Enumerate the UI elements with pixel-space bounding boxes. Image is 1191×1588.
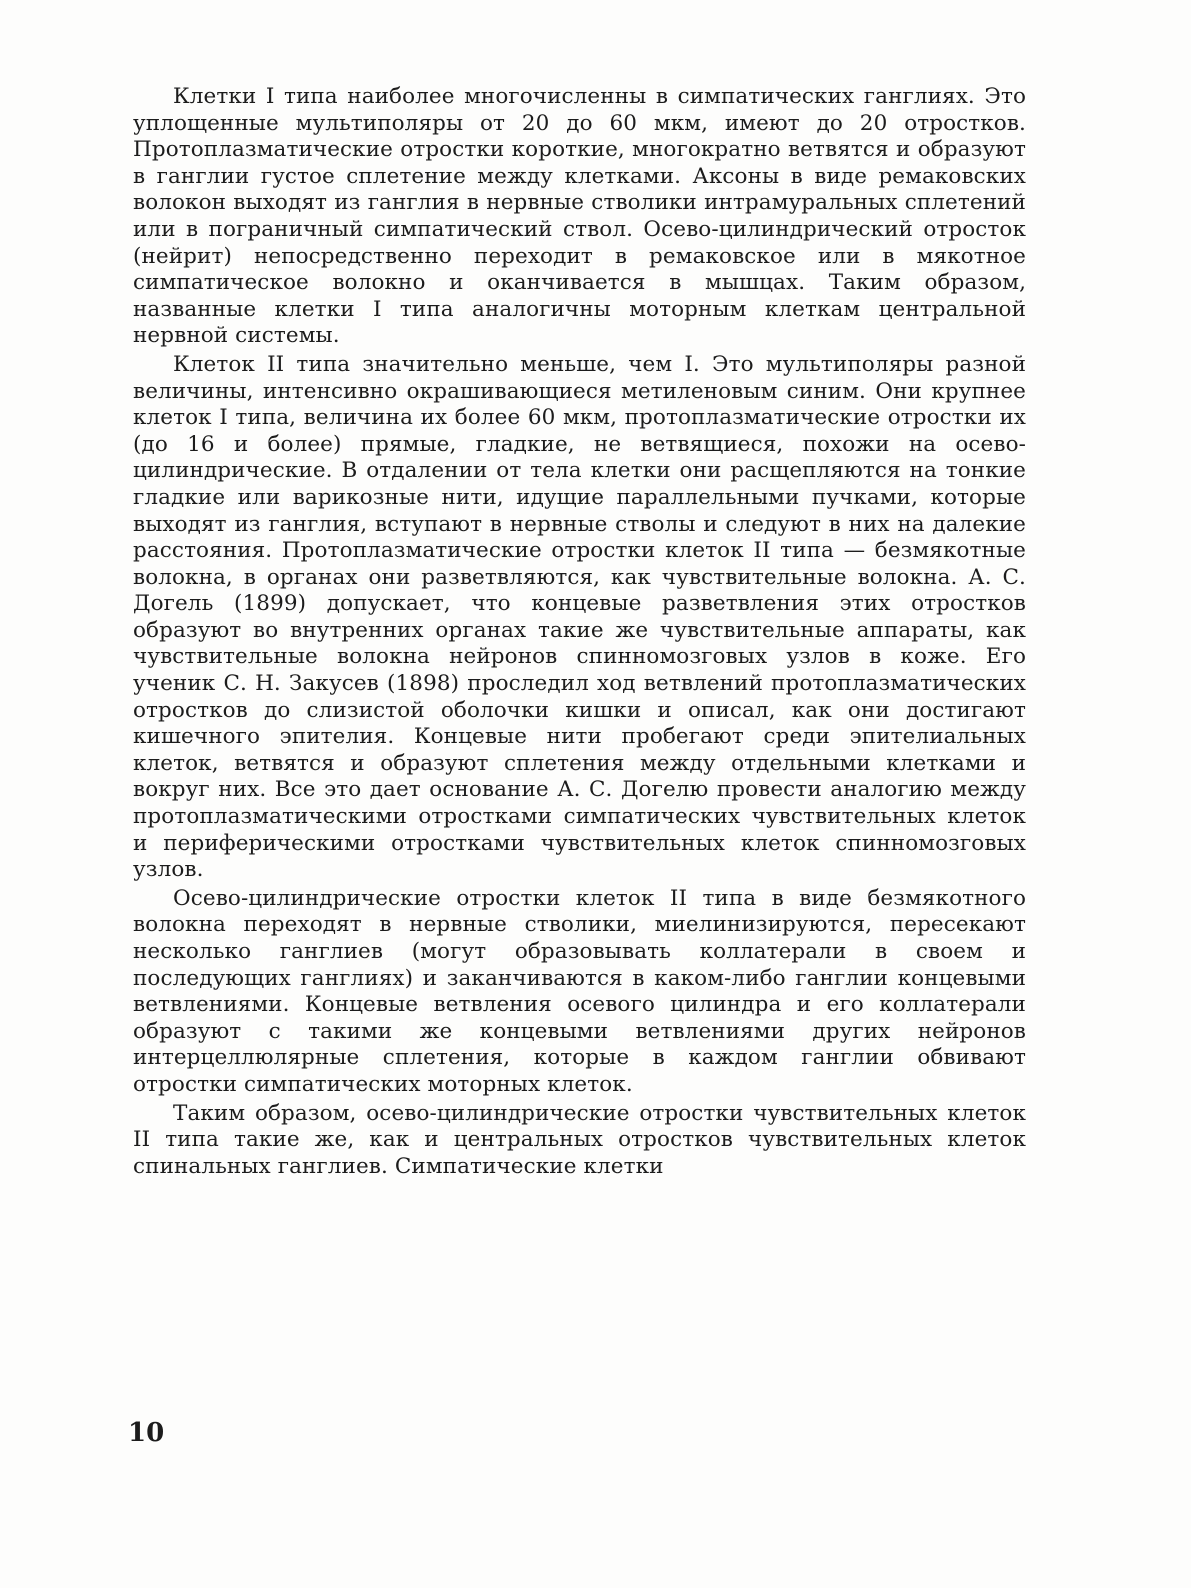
body-text (133, 84, 1026, 1180)
paragraph-1: Клетки I типа наиболее многочисленны в симпатических ганглиях. Это уплощенные мультиполяры от 20 до 60 мкм, имеют до 20 отростков. Протоплазматические отростки короткие, многократно ветвятся и образуют в ганглии густое сплетение между клетками. Аксоны в виде ремаковских волокон выходят из ганглия в нервные стволики интрамуральных сплетений или в пограничный симпатический ствол. Осево-цилиндрический отросток (нейрит) непосредственно переходит в ремаковское или в мякотное симпатическое волокно и оканчивается в мышцах. Таким образом, названные клетки I типа аналогичны моторным клеткам центральной нервной системы. (133, 84, 1026, 349)
paragraph-4: Таким образом, осево-цилиндрические отростки чувствительных клеток II типа такие же, как и центральных отростков чувствительных клеток спинальных ганглиев. Симпатические клетки (133, 1100, 1026, 1179)
paragraph-3: Осево-цилиндрические отростки клеток II типа в виде безмякотного волокна переходят в нервные стволики, миелинизируются, пересекают несколько ганглиев (могут образовывать коллатерали в своем и последующих ганглиях) и заканчиваются в каком-либо ганглии концевыми ветвлениями. Концевые ветвления осевого цилиндра и его коллатерали образуют с такими же концевыми ветвлениями других нейронов интерцеллюлярные сплетения, которые в каждом ганглии обвивают отростки симпатических моторных клеток. (133, 885, 1026, 1097)
paragraph-2: Клеток II типа значительно меньше, чем I. Это мультиполяры разной величины, интенсивно окрашивающиеся метиленовым синим. Они крупнее клеток I типа, величина их более 60 мкм, протоплазматические отростки их (до 16 и более) прямые, гладкие, не ветвящиеся, похожи на осево-цилиндрические. В отдалении от тела клетки они расщепляются на тонкие гладкие или варикозные нити, идущие параллельными пучками, которые выходят из ганглия, вступают в нервные стволы и следуют в них на далекие расстояния. Протоплазматические отростки клеток II типа — безмякотные волокна, в органах они разветвляются, как чувствительные волокна. А. С. Догель (1899) допускает, что концевые разветвления этих отростков образуют во внутренних органах такие же чувствительные аппараты, как чувствительные волокна нейронов спинномозговых узлов в коже. Его ученик С. Н. Закусев (1898) проследил ход ветвлений протоплазматических отростков до слизистой оболочки кишки и описал, как они достигают кишечного эпителия. Концевые нити пробегают среди эпителиальных клеток, ветвятся и образуют сплетения между отдельными клетками и вокруг них. Все это дает основание А. С. Догелю провести аналогию между протоплазматическими отростками симпатических чувствительных клеток и периферическими отростками чувствительных клеток спинномозговых узлов. (133, 351, 1026, 883)
page-number: 10 (128, 1418, 165, 1448)
